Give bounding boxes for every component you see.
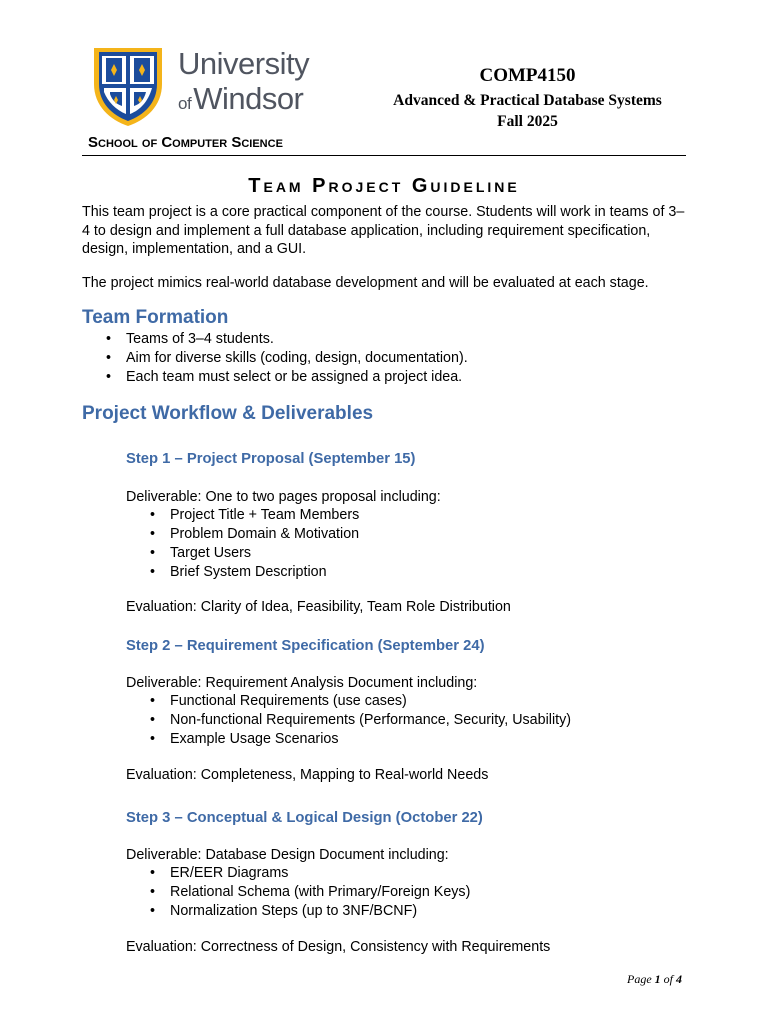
list-item: • Functional Requirements (use cases) <box>146 692 571 711</box>
step-2-list <box>146 692 571 749</box>
step-3-heading: Step 3 – Conceptual & Logical Design (October 22) <box>126 810 483 826</box>
step-1-deliverable: Deliverable: One to two pages proposal including: <box>126 489 441 505</box>
list-item: • Non-functional Requirements (Performance, Security, Usability) <box>146 711 571 730</box>
list-item: • ER/EER Diagrams <box>146 864 470 883</box>
logo-text-of: of <box>178 94 192 113</box>
intro-paragraph-2: The project mimics real-world database development and will be evaluated at each stage. <box>82 275 649 291</box>
step-3-deliverable: Deliverable: Database Design Document including: <box>126 847 449 863</box>
step-1-evaluation: Evaluation: Clarity of Idea, Feasibility, Team Role Distribution <box>126 599 511 615</box>
step-1-heading: Step 1 – Project Proposal (September 15) <box>126 451 416 467</box>
shield-icon <box>88 44 168 128</box>
course-name: Advanced & Practical Database Systems <box>393 92 662 109</box>
logo-text-windsor <box>178 82 309 121</box>
university-logo <box>88 44 320 128</box>
header-divider <box>82 155 686 156</box>
team-formation-list <box>102 330 468 387</box>
page-number <box>627 972 682 987</box>
course-info <box>355 64 700 132</box>
step-1-list <box>146 506 359 582</box>
list-item: • Project Title + Team Members <box>146 506 359 525</box>
list-item: • Normalization Steps (up to 3NF/BCNF) <box>146 902 470 921</box>
intro-paragraph-1: This team project is a core practical component of the course. Students will work in teams of 3–4 to design and implement a full database application, including requirement specification, design, implementation, and a GUI. <box>82 204 685 257</box>
list-item: • Example Usage Scenarios <box>146 730 571 749</box>
step-3-evaluation: Evaluation: Correctness of Design, Consistency with Requirements <box>126 939 551 955</box>
page-label: Page <box>627 972 652 986</box>
page-of: of <box>663 972 673 986</box>
list-item: • Relational Schema (with Primary/Foreign Keys) <box>146 883 470 902</box>
page-title: Team Project Guideline <box>248 175 520 197</box>
section-heading-team-formation: Team Formation <box>82 307 229 328</box>
page-current: 1 <box>654 972 661 986</box>
course-term: Fall 2025 <box>497 113 558 130</box>
school-name: School of Computer Science <box>88 134 283 151</box>
course-code: COMP4150 <box>479 65 576 86</box>
list-item: • Target Users <box>146 544 359 563</box>
step-2-heading: Step 2 – Requirement Specification (September 24) <box>126 638 485 654</box>
logo-text-university: University <box>178 46 310 81</box>
step-2-evaluation: Evaluation: Completeness, Mapping to Real-world Needs <box>126 767 489 783</box>
list-item: • Problem Domain & Motivation <box>146 525 359 544</box>
section-heading-workflow: Project Workflow & Deliverables <box>82 403 374 424</box>
step-2-deliverable: Deliverable: Requirement Analysis Document including: <box>126 675 478 691</box>
step-3-list <box>146 864 470 921</box>
list-item: • Aim for diverse skills (coding, design, documentation). <box>102 349 468 368</box>
list-item: • Brief System Description <box>146 563 359 582</box>
list-item: • Teams of 3–4 students. <box>102 330 468 349</box>
logo-text-windsor-word: Windsor <box>193 81 304 116</box>
list-item: • Each team must select or be assigned a project idea. <box>102 368 468 387</box>
page-total: 4 <box>676 972 682 986</box>
